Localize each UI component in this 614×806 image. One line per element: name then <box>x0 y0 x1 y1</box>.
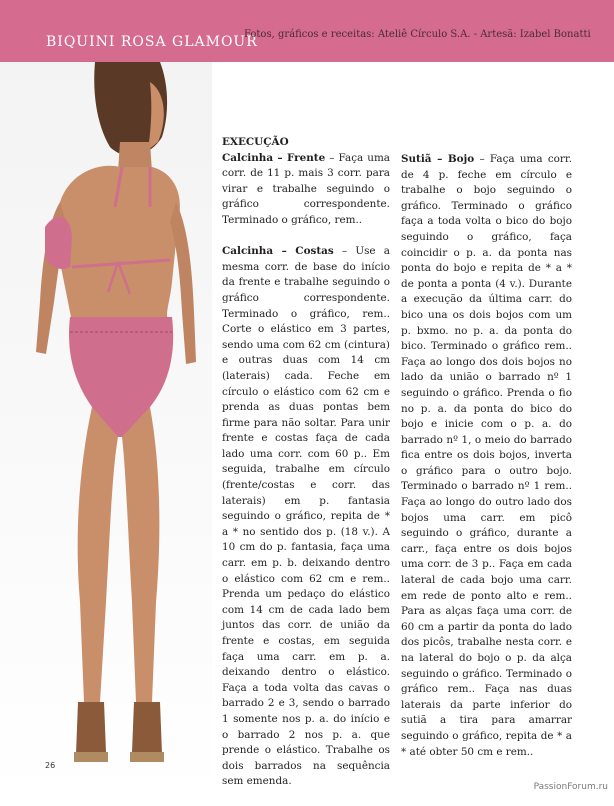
right-leg-shape <box>122 407 159 702</box>
paragraph-sutia-bojo <box>401 152 572 760</box>
paragraph-text: – Faça uma corr. de 4 p. feche em círculo e trabalhe o bojo seguindo o gráfico. Terminado o gráfico faça a toda volta o bico do bojo seguindo o gráfico, faça coincidir o p. a. da ponta nas ponta do bojo e repita de * a * de ponta a ponta (4 v.). Durante a execução da última carr. do bico una os dois bojos com um p. bxmo. no p. a. da ponta do bico. Terminado o gráfico rem.. Faça ao longo dos dois bojos no lado da união o barrado nº 1 seguindo o gráfico. Prenda o fio no p. a. da ponta do bico do bojo e inicie com o p. a. do barrado nº 1, o meio do barrado fica entre os dois bojos, inverta o gráfico para o outro bojo. Terminado o barrado nº 1 rem.. Faça ao longo do outro lado dos bojos uma carr. em picô seguindo o gráfico, durante a carr., faça entre os dois bojos uma corr. de 3 p.. Faça em cada lateral de cada bojo uma carr. em rede de ponto alto e rem.. Para as alças faça uma corr. de 60 cm a partir da ponta do lado dos picôs, trabalhe nesta corr. e na lateral do bojo o p. da alça seguindo o gráfico. Terminado o gráfico rem.. Faça nas duas laterais da parte inferior do sutiã a tira para amarrar seguindo o gráfico, repita de * a * até obter 50 cm e rem.. <box>401 153 573 758</box>
paragraph-calcinha-costas <box>222 244 390 790</box>
watermark: PassionForum.ru <box>533 782 608 792</box>
bra-cup-shape <box>45 217 72 269</box>
model-illustration <box>0 62 212 800</box>
model-photo <box>0 62 212 800</box>
subsection-title: Calcinha – Frente <box>222 151 326 164</box>
photo-credits: Fotos, gráficos e receitas: Ateliê Círculo S.A. - Artesã: Izabel Bonatti <box>244 29 591 40</box>
right-arm-shape <box>170 202 196 364</box>
section-heading: EXECUÇÃO <box>222 136 289 148</box>
paragraph-text: – Use a mesma corr. de base do início da frente e trabalhe seguindo o gráfico correspondente. Terminado o gráfico, rem.. Corte o elástico em 3 partes, sendo uma com 62 cm (cintura) e outras duas com 14 cm (laterais) cada. Feche em círculo o elástico com 62 cm e prenda as duas pontas bem firme para não soltar. Para unir frente e costas faça de cada lado uma corr. com 60 p.. Em seguida, trabalhe em círculo (frente/costas e corr. das laterais) em p. fantasia seguindo o gráfico, repita de * a * no sentido dos p. (18 v.). A 10 cm do p. fantasia, faça uma carr. em p. b. deixando dentro o elástico com 62 cm e rem.. Prenda um pedaço do elástico com 14 cm de cada lado bem juntos das corr. de união da frente e costas, em seguida faça uma carr. em p. a. deixando dentro o elástico. Faça a toda volta das cavas o barrado 2 e 3, sendo o barrado 1 somente nos p. a. do início e o barrado 2 nos p. a. que prende o elástico. Trabalhe os dois barrados na sequência sem emenda. <box>222 245 390 788</box>
left-heel-shape <box>74 752 108 762</box>
page-number: 26 <box>45 761 56 770</box>
bikini-bottom-shape <box>69 317 173 437</box>
left-leg-shape <box>78 407 118 702</box>
right-heel-shape <box>130 752 164 762</box>
left-text-column <box>222 135 390 806</box>
page-title: BIQUINI ROSA GLAMOUR <box>46 34 258 50</box>
subsection-title: Calcinha – Costas <box>222 245 334 258</box>
paragraph-text: – Faça uma corr. de 11 p. mais 3 corr. para virar e trabalhe seguindo o gráfico correspondente. Terminado o gráfico, rem.. <box>222 151 390 226</box>
subsection-title: Sutiã – Bojo <box>401 153 475 165</box>
paragraph-calcinha-frente <box>222 151 390 229</box>
right-shoe-shape <box>132 702 162 754</box>
right-text-column <box>401 152 572 776</box>
torso-shape <box>60 166 180 322</box>
left-shoe-shape <box>76 702 106 754</box>
